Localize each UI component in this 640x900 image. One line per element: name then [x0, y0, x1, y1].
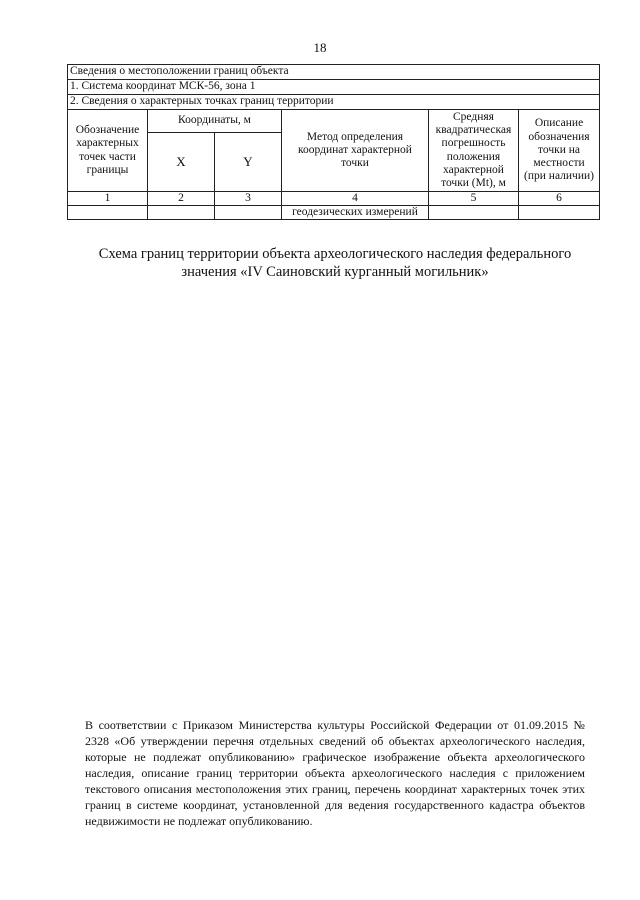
column-number: 1 — [68, 192, 148, 206]
column-number: 5 — [429, 192, 519, 206]
section-coordinate-system: 1. Система координат МСК-56, зона 1 — [68, 80, 600, 95]
section-boundary-points: 2. Сведения о характерных точках границ территории — [68, 95, 600, 110]
table-row — [68, 206, 600, 220]
section-location: Сведения о местоположении границ объекта — [68, 65, 600, 80]
header-method: Метод определения координат характерной точки — [282, 110, 429, 192]
column-number: 3 — [215, 192, 282, 206]
header-description: Описание обозначения точки на местности (при наличии) — [519, 110, 600, 192]
cell-error — [429, 206, 519, 220]
header-coordinates: Координаты, м — [148, 110, 282, 133]
cell-x — [148, 206, 215, 220]
column-number: 4 — [282, 192, 429, 206]
cell-y — [215, 206, 282, 220]
page-number: 18 — [313, 40, 327, 55]
header-x: X — [148, 133, 215, 192]
header-y: Y — [215, 133, 282, 192]
schema-title: Схема границ территории объекта археологического наследия федерального значения «IV Саиновский курганный могильник» — [98, 246, 572, 280]
cell-designation — [68, 206, 148, 220]
header-designation: Обозначение характерных точек части границы — [68, 110, 148, 192]
column-number: 6 — [519, 192, 600, 206]
cell-description — [519, 206, 600, 220]
cell-method: геодезических измерений — [282, 206, 429, 220]
boundary-points-table — [67, 64, 600, 220]
column-number: 2 — [148, 192, 215, 206]
legal-note: В соответствии с Приказом Министерства культуры Российской Федерации от 01.09.2015 № 2328 «Об утверждении перечня отдельных сведений об объектах археологического наследия, которые не подлежат опубликованию» графическое изображение объекта археологического наследия, описание границ территории объекта археологического наследия с приложением текстового описания местоположения этих границ, перечень координат характерных точек этих границ в системе координат, установленной для ведения государственного кадастра объектов недвижимости не подлежат опубликованию. — [85, 718, 585, 828]
header-error: Средняя квадратическая погрешность положения характерной точки (Mt), м — [429, 110, 519, 192]
